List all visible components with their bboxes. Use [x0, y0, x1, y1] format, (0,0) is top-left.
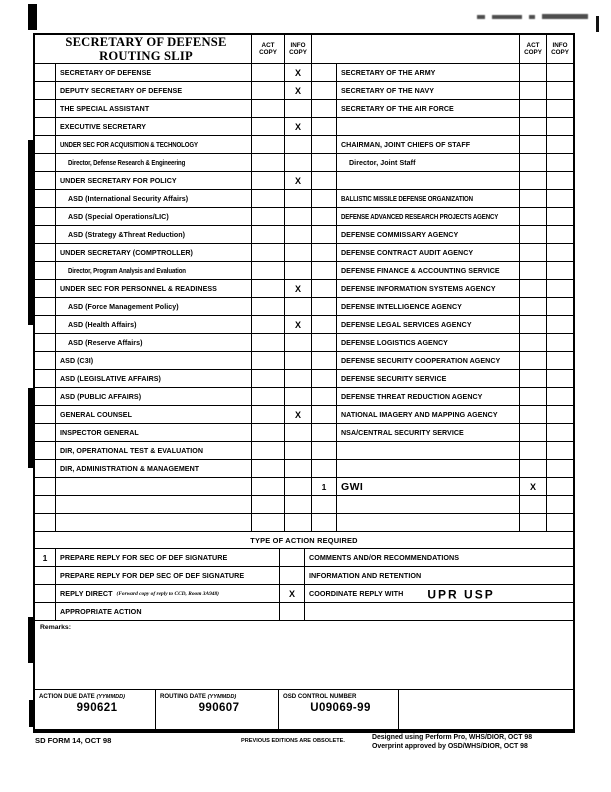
roster-act-copy-cell	[252, 244, 285, 262]
roster-seq-cell	[312, 118, 337, 136]
roster-seq-cell	[35, 514, 56, 532]
roster-info-copy-cell: X	[285, 172, 312, 190]
roster-name-cell: DEFENSE COMMISSARY AGENCY	[337, 226, 520, 244]
roster-seq-cell	[35, 424, 56, 442]
roster-act-copy-cell	[520, 406, 547, 424]
roster-name-cell	[56, 514, 252, 532]
roster-seq-cell	[312, 172, 337, 190]
roster-info-copy-cell	[285, 226, 312, 244]
roster-name-cell	[337, 460, 520, 478]
roster-name-cell: ASD (Reserve Affairs)	[56, 334, 252, 352]
designed-note: Designed using Perform Pro, WHS/DIOR, OCT 98	[372, 734, 533, 741]
roster-info-copy-cell	[547, 460, 573, 478]
roster-seq-cell	[35, 280, 56, 298]
roster-name-cell	[56, 478, 252, 496]
roster-name-cell: SECRETARY OF THE NAVY	[337, 82, 520, 100]
roster-act-copy-cell	[520, 154, 547, 172]
roster-info-copy-cell	[285, 190, 312, 208]
osd-control-number-label: OSD CONTROL NUMBER	[283, 693, 357, 700]
roster-act-copy-cell	[520, 424, 547, 442]
roster-name-cell: BALLISTIC MISSILE DEFENSE ORGANIZATION	[337, 190, 520, 208]
roster-act-copy-cell	[252, 190, 285, 208]
action-due-date-box	[35, 690, 156, 729]
roster-name-cell	[337, 442, 520, 460]
roster-name-cell: ASD (LEGISLATIVE AFFAIRS)	[56, 370, 252, 388]
action-option-cell: PREPARE REPLY FOR DEP SEC OF DEF SIGNATURE	[56, 567, 280, 585]
roster-act-copy-cell	[520, 352, 547, 370]
roster-name-cell: DEFENSE INFORMATION SYSTEMS AGENCY	[337, 280, 520, 298]
roster-act-copy-cell	[252, 226, 285, 244]
form-title: SECRETARY OF DEFENSE ROUTING SLIP	[35, 35, 252, 64]
action-check-cell	[280, 567, 305, 585]
routing-date-label: ROUTING DATE	[160, 693, 206, 700]
roster-seq-cell	[312, 442, 337, 460]
roster-seq-cell	[35, 334, 56, 352]
roster-info-copy-cell	[285, 370, 312, 388]
action-option-cell: INFORMATION AND RETENTION	[305, 567, 573, 585]
roster-act-copy-cell	[252, 424, 285, 442]
roster-name-cell: DEFENSE SECURITY SERVICE	[337, 370, 520, 388]
roster-info-copy-cell	[285, 262, 312, 280]
roster-info-copy-cell	[285, 100, 312, 118]
roster-seq-cell	[35, 478, 56, 496]
roster-act-copy-cell	[520, 316, 547, 334]
roster-act-copy-cell	[520, 334, 547, 352]
roster-info-copy-cell	[547, 154, 573, 172]
print-credit-note	[372, 734, 532, 752]
roster-seq-cell	[312, 370, 337, 388]
roster-act-copy-cell	[520, 172, 547, 190]
roster-seq-cell	[35, 298, 56, 316]
roster-seq-cell	[312, 280, 337, 298]
roster-name-cell: NSA/CENTRAL SECURITY SERVICE	[337, 424, 520, 442]
roster-act-copy-cell	[520, 64, 547, 82]
roster-name-cell: ASD (Strategy &Threat Reduction)	[56, 226, 252, 244]
roster-name-cell: EXECUTIVE SECRETARY	[56, 118, 252, 136]
shaded-header-block	[312, 35, 520, 64]
roster-seq-cell	[312, 352, 337, 370]
roster-name-cell: DIR, OPERATIONAL TEST & EVALUATION	[56, 442, 252, 460]
roster-seq-cell	[35, 136, 56, 154]
roster-info-copy-cell	[547, 334, 573, 352]
roster-seq-cell	[35, 262, 56, 280]
roster-info-copy-cell	[547, 424, 573, 442]
roster-info-copy-cell	[547, 514, 573, 532]
roster-act-copy-cell	[252, 262, 285, 280]
roster-seq-cell	[35, 388, 56, 406]
roster-seq-cell	[312, 208, 337, 226]
roster-act-copy-cell	[252, 298, 285, 316]
roster-info-copy-cell	[285, 442, 312, 460]
roster-act-copy-cell	[252, 496, 285, 514]
roster-act-copy-cell	[520, 298, 547, 316]
roster-act-copy-cell	[252, 334, 285, 352]
roster-info-copy-cell	[285, 478, 312, 496]
roster-info-copy-cell	[285, 136, 312, 154]
roster-name-cell: UNDER SEC FOR PERSONNEL & READINESS	[56, 280, 252, 298]
roster-name-cell: DEPUTY SECRETARY OF DEFENSE	[56, 82, 252, 100]
roster-info-copy-cell	[547, 172, 573, 190]
action-due-date-format: (YYMMDD)	[96, 694, 126, 700]
action-option-cell: REPLY DIRECT (Forward copy of reply to CCD, Room 3A948)	[56, 585, 280, 603]
roster-name-cell: DEFENSE LOGISTICS AGENCY	[337, 334, 520, 352]
action-due-date-value: 990621	[76, 702, 118, 714]
routing-date-box	[156, 690, 279, 729]
roster-seq-cell	[312, 100, 337, 118]
roster-seq-cell	[312, 136, 337, 154]
roster-name-cell	[337, 514, 520, 532]
roster-act-copy-cell	[252, 208, 285, 226]
routing-roster-table	[35, 35, 573, 532]
roster-name-cell: DEFENSE LEGAL SERVICES AGENCY	[337, 316, 520, 334]
roster-act-copy-cell	[252, 370, 285, 388]
roster-name-cell: ASD (Health Affairs)	[56, 316, 252, 334]
roster-info-copy-cell: X	[285, 118, 312, 136]
roster-act-copy-cell	[520, 118, 547, 136]
roster-seq-cell	[35, 352, 56, 370]
roster-seq-cell	[312, 244, 337, 262]
roster-seq-cell	[312, 460, 337, 478]
type-of-action-title: TYPE OF ACTION REQUIRED	[35, 532, 573, 549]
roster-name-cell	[337, 496, 520, 514]
roster-act-copy-cell	[252, 478, 285, 496]
routing-date-format: (YYMMDD)	[207, 694, 237, 700]
roster-seq-cell	[312, 388, 337, 406]
roster-info-copy-cell	[285, 388, 312, 406]
roster-seq-cell	[35, 208, 56, 226]
roster-seq-cell	[312, 334, 337, 352]
roster-seq-cell	[35, 154, 56, 172]
roster-info-copy-cell	[285, 460, 312, 478]
roster-seq-cell	[35, 370, 56, 388]
roster-name-cell: NATIONAL IMAGERY AND MAPPING AGENCY	[337, 406, 520, 424]
roster-act-copy-cell: X	[520, 478, 547, 496]
roster-act-copy-cell	[252, 316, 285, 334]
roster-info-copy-cell	[547, 100, 573, 118]
roster-info-copy-cell	[285, 334, 312, 352]
roster-name-cell: CHAIRMAN, JOINT CHIEFS OF STAFF	[337, 136, 520, 154]
roster-name-cell	[56, 496, 252, 514]
roster-info-copy-cell	[285, 298, 312, 316]
roster-seq-cell	[35, 190, 56, 208]
roster-act-copy-cell	[252, 460, 285, 478]
roster-seq-cell	[35, 316, 56, 334]
roster-act-copy-cell	[520, 388, 547, 406]
form-number: SD FORM 14, OCT 98	[35, 736, 112, 745]
roster-act-copy-cell	[520, 262, 547, 280]
roster-act-copy-cell	[252, 64, 285, 82]
roster-info-copy-cell	[547, 190, 573, 208]
action-seq-cell	[35, 585, 56, 603]
roster-info-copy-cell	[285, 424, 312, 442]
roster-info-copy-cell: X	[285, 280, 312, 298]
roster-seq-cell	[312, 154, 337, 172]
roster-seq-cell	[35, 64, 56, 82]
roster-info-copy-cell	[547, 82, 573, 100]
action-check-cell	[280, 603, 305, 621]
action-option-cell: APPROPRIATE ACTION	[56, 603, 280, 621]
roster-info-copy-cell	[285, 514, 312, 532]
scan-artifact-corner-mark	[28, 4, 37, 30]
dates-strip	[35, 690, 573, 729]
roster-info-copy-cell	[285, 352, 312, 370]
overprint-note: Overprint approved by OSD/WHS/DIOR, OCT 98	[372, 742, 528, 750]
roster-name-cell: Director, Program Analysis and Evaluation	[56, 262, 252, 280]
scan-smudge-tick	[596, 16, 599, 32]
roster-seq-cell	[312, 190, 337, 208]
roster-act-copy-cell	[520, 100, 547, 118]
roster-info-copy-cell	[547, 316, 573, 334]
action-check-cell	[280, 549, 305, 567]
roster-name-cell: DEFENSE CONTRACT AUDIT AGENCY	[337, 244, 520, 262]
roster-name-cell: UNDER SECRETARY (COMPTROLLER)	[56, 244, 252, 262]
roster-act-copy-cell	[252, 136, 285, 154]
action-check-cell: X	[280, 585, 305, 603]
roster-name-cell: DEFENSE THREAT REDUCTION AGENCY	[337, 388, 520, 406]
roster-name-cell: ASD (PUBLIC AFFAIRS)	[56, 388, 252, 406]
roster-act-copy-cell	[252, 154, 285, 172]
info-copy-header: INFO COPY	[547, 35, 573, 64]
roster-act-copy-cell	[520, 514, 547, 532]
roster-seq-cell	[312, 496, 337, 514]
remarks-label: Remarks:	[40, 624, 71, 631]
roster-info-copy-cell	[547, 136, 573, 154]
action-seq-cell	[35, 603, 56, 621]
info-copy-header: INFO COPY	[285, 35, 312, 64]
roster-seq-cell	[312, 316, 337, 334]
roster-seq-cell	[35, 82, 56, 100]
roster-seq-cell	[312, 226, 337, 244]
roster-act-copy-cell	[520, 370, 547, 388]
roster-seq-cell	[312, 82, 337, 100]
routing-date-value: 990607	[198, 702, 240, 714]
roster-info-copy-cell: X	[285, 82, 312, 100]
roster-name-cell: DEFENSE ADVANCED RESEARCH PROJECTS AGENCY	[337, 208, 520, 226]
roster-name-cell: DIR, ADMINISTRATION & MANAGEMENT	[56, 460, 252, 478]
roster-info-copy-cell	[547, 388, 573, 406]
type-of-action-section	[35, 532, 573, 621]
roster-act-copy-cell	[520, 136, 547, 154]
roster-name-cell: INSPECTOR GENERAL	[56, 424, 252, 442]
roster-info-copy-cell	[547, 226, 573, 244]
roster-act-copy-cell	[520, 208, 547, 226]
roster-seq-cell	[312, 406, 337, 424]
roster-name-cell: SECRETARY OF THE AIR FORCE	[337, 100, 520, 118]
roster-act-copy-cell	[520, 496, 547, 514]
roster-act-copy-cell	[252, 514, 285, 532]
obsolete-note: PREVIOUS EDITIONS ARE OBSOLETE.	[241, 738, 345, 744]
roster-info-copy-cell	[547, 298, 573, 316]
roster-act-copy-cell	[252, 388, 285, 406]
routing-slip-form	[33, 33, 575, 733]
roster-seq-cell	[312, 262, 337, 280]
roster-info-copy-cell	[285, 244, 312, 262]
roster-seq-cell	[35, 460, 56, 478]
action-option-cell	[305, 603, 573, 621]
roster-act-copy-cell	[252, 118, 285, 136]
roster-name-cell: GWI	[337, 478, 520, 496]
roster-name-cell: ASD (C3I)	[56, 352, 252, 370]
roster-name-cell: ASD (Special Operations/LIC)	[56, 208, 252, 226]
roster-seq-cell: 1	[312, 478, 337, 496]
roster-info-copy-cell: X	[285, 406, 312, 424]
roster-info-copy-cell	[547, 478, 573, 496]
roster-info-copy-cell	[547, 262, 573, 280]
roster-name-cell: GENERAL COUNSEL	[56, 406, 252, 424]
osd-control-number-box	[279, 690, 399, 729]
roster-seq-cell	[312, 424, 337, 442]
roster-seq-cell	[35, 496, 56, 514]
roster-info-copy-cell	[547, 406, 573, 424]
roster-act-copy-cell	[520, 280, 547, 298]
roster-name-cell: Director, Defense Research & Engineering	[56, 154, 252, 172]
roster-name-cell: Director, Joint Staff	[337, 154, 520, 172]
roster-info-copy-cell	[547, 442, 573, 460]
roster-seq-cell	[35, 226, 56, 244]
action-option-cell: COORDINATE REPLY WITH UPR USP	[305, 585, 573, 603]
roster-seq-cell	[35, 244, 56, 262]
roster-info-copy-cell	[285, 208, 312, 226]
roster-seq-cell	[35, 442, 56, 460]
roster-seq-cell	[35, 100, 56, 118]
roster-seq-cell	[35, 172, 56, 190]
roster-name-cell: SECRETARY OF THE ARMY	[337, 64, 520, 82]
act-copy-header: ACT COPY	[520, 35, 547, 64]
roster-name-cell: ASD (International Security Affairs)	[56, 190, 252, 208]
roster-name-cell: DEFENSE INTELLIGENCE AGENCY	[337, 298, 520, 316]
roster-info-copy-cell	[547, 208, 573, 226]
roster-seq-cell	[35, 406, 56, 424]
roster-act-copy-cell	[252, 280, 285, 298]
roster-name-cell: UNDER SECRETARY FOR POLICY	[56, 172, 252, 190]
act-copy-header: ACT COPY	[252, 35, 285, 64]
roster-info-copy-cell	[547, 496, 573, 514]
roster-name-cell: THE SPECIAL ASSISTANT	[56, 100, 252, 118]
action-seq-cell: 1	[35, 549, 56, 567]
roster-info-copy-cell	[547, 118, 573, 136]
roster-act-copy-cell	[252, 406, 285, 424]
roster-name-cell	[337, 118, 520, 136]
roster-seq-cell	[312, 64, 337, 82]
roster-seq-cell	[35, 118, 56, 136]
roster-info-copy-cell	[547, 370, 573, 388]
dates-strip-blank-cell	[399, 690, 573, 729]
action-option-cell: PREPARE REPLY FOR SEC OF DEF SIGNATURE	[56, 549, 280, 567]
osd-control-number-value: U09069-99	[310, 702, 371, 714]
roster-info-copy-cell	[547, 280, 573, 298]
roster-info-copy-cell: X	[285, 64, 312, 82]
roster-name-cell: UNDER SEC FOR ACQUISITION & TECHNOLOGY	[56, 136, 252, 154]
roster-act-copy-cell	[520, 460, 547, 478]
roster-name-cell: DEFENSE SECURITY COOPERATION AGENCY	[337, 352, 520, 370]
roster-name-cell: SECRETARY OF DEFENSE	[56, 64, 252, 82]
action-option-cell: COMMENTS AND/OR RECOMMENDATIONS	[305, 549, 573, 567]
roster-act-copy-cell	[520, 244, 547, 262]
remarks-box	[35, 621, 573, 690]
roster-act-copy-cell	[252, 100, 285, 118]
roster-act-copy-cell	[252, 172, 285, 190]
roster-seq-cell	[312, 298, 337, 316]
roster-act-copy-cell	[520, 190, 547, 208]
roster-info-copy-cell: X	[285, 316, 312, 334]
roster-name-cell: ASD (Force Management Policy)	[56, 298, 252, 316]
roster-info-copy-cell	[547, 244, 573, 262]
roster-name-cell: DEFENSE FINANCE & ACCOUNTING SERVICE	[337, 262, 520, 280]
roster-act-copy-cell	[252, 82, 285, 100]
roster-info-copy-cell	[547, 64, 573, 82]
roster-act-copy-cell	[520, 82, 547, 100]
roster-act-copy-cell	[520, 442, 547, 460]
roster-act-copy-cell	[252, 352, 285, 370]
scan-smudge-handwriting	[477, 8, 597, 26]
roster-name-cell	[337, 172, 520, 190]
roster-info-copy-cell	[285, 496, 312, 514]
roster-act-copy-cell	[252, 442, 285, 460]
action-due-date-label: ACTION DUE DATE	[39, 693, 95, 700]
roster-act-copy-cell	[520, 226, 547, 244]
roster-seq-cell	[312, 514, 337, 532]
action-seq-cell	[35, 567, 56, 585]
roster-info-copy-cell	[285, 154, 312, 172]
roster-info-copy-cell	[547, 352, 573, 370]
